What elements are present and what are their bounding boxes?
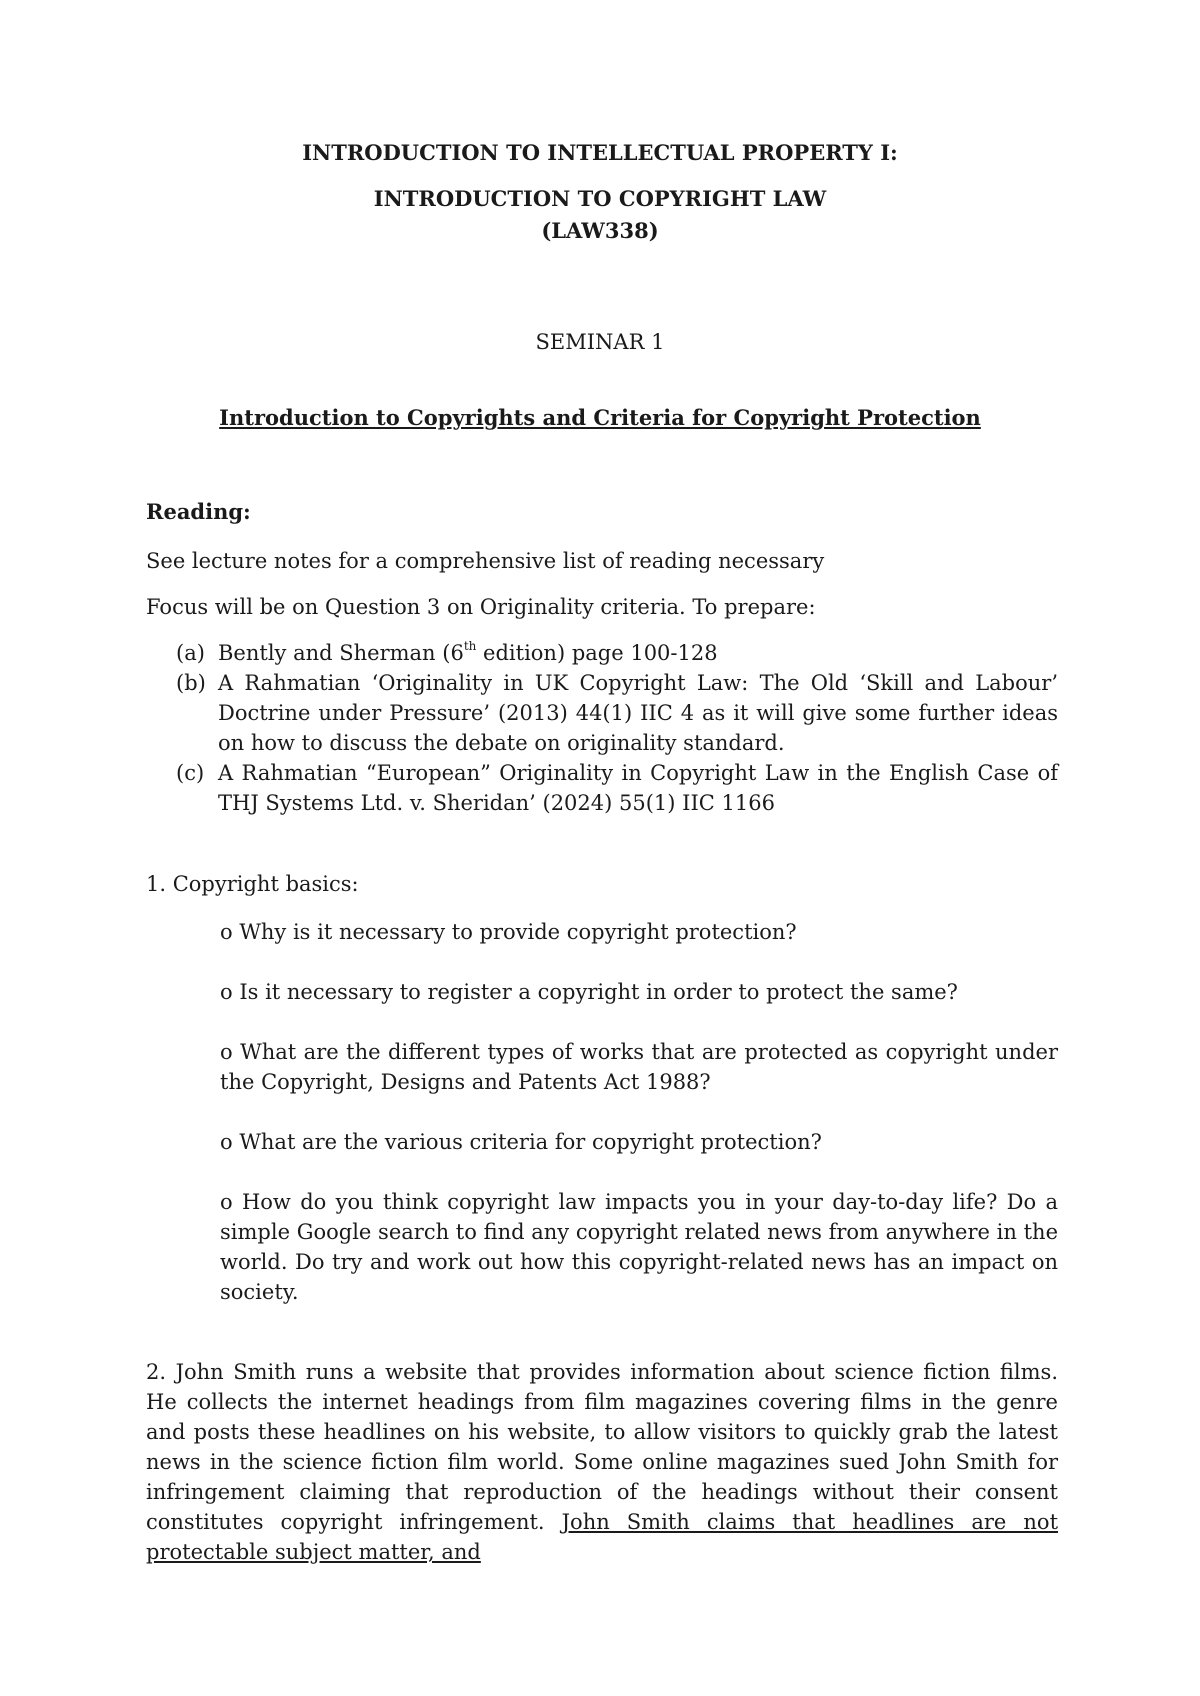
list-item (176, 758, 1058, 818)
document-title-line2: INTRODUCTION TO COPYRIGHT LAW (373, 186, 827, 211)
reading-line1: See lecture notes for a comprehensive list of reading necessary (146, 549, 825, 573)
list-marker: (a) (176, 641, 205, 665)
reading-item-text-after: edition) page 100-128 (476, 641, 718, 665)
question2-underlined-text: John Smith claims that headlines are not protectable subject matter, and (146, 1510, 1059, 1564)
question2-text: 2. John Smith runs a website that provides information about science fiction films. He collects the internet headings from film magazines covering films in the genre and posts these headlines on his website, to allow visitors to quickly grab the latest news in the science fiction film world. Some online magazines sued John Smith for infringement claiming that reproduction of the headings without their consent constitutes copyright infringement. (146, 1360, 1058, 1534)
reading-item-text: A Rahmatian “European” Originality in Copyright Law in the English Case of THJ Systems Ltd. v. Sheridan’ (2024) 55(1) IIC 1166 (218, 761, 1058, 815)
document-title-line1: INTRODUCTION TO INTELLECTUAL PROPERTY I: (302, 140, 898, 165)
question2-paragraph (146, 1357, 1058, 1567)
course-code: (LAW338) (541, 218, 659, 243)
superscript: th (463, 639, 477, 653)
reading-line2: Focus will be on Question 3 on Originality criteria. To prepare: (146, 595, 816, 619)
reading-item-text: A Rahmatian ‘Originality in UK Copyright Law: The Old ‘Skill and Labour’ Doctrine under Pressure’ (2013) 44(1) IIC 4 as it will give some further ideas on how to discuss the debate on originality standard. (218, 671, 1058, 755)
list-marker: (b) (176, 671, 206, 695)
seminar-label: SEMINAR 1 (535, 330, 665, 354)
list-item (176, 668, 1058, 758)
list-marker: (c) (176, 761, 205, 785)
bullet-item: o How do you think copyright law impacts you in your day-to-day life? Do a simple Google search to find any copyright related news from anywhere in the world. Do try and work out how this copyright-related news has an impact on society. (220, 1190, 1058, 1304)
seminar-topic: Introduction to Copyrights and Criteria for Copyright Protection (219, 405, 981, 430)
bullet-item: o What are the different types of works that are protected as copyright under the Copyright, Designs and Patents Act 1988? (220, 1040, 1058, 1094)
question1-heading: 1. Copyright basics: (146, 872, 359, 896)
question1-bullets (220, 917, 1058, 1307)
reading-list (176, 638, 1058, 818)
list-item (176, 638, 1058, 668)
bullet-item: o Is it necessary to register a copyright in order to protect the same? (220, 980, 958, 1004)
bullet-item: o Why is it necessary to provide copyright protection? (220, 920, 797, 944)
reading-heading: Reading: (146, 499, 251, 524)
reading-item-text: Bently and Sherman (6 (218, 641, 464, 665)
bullet-item: o What are the various criteria for copyright protection? (220, 1130, 822, 1154)
